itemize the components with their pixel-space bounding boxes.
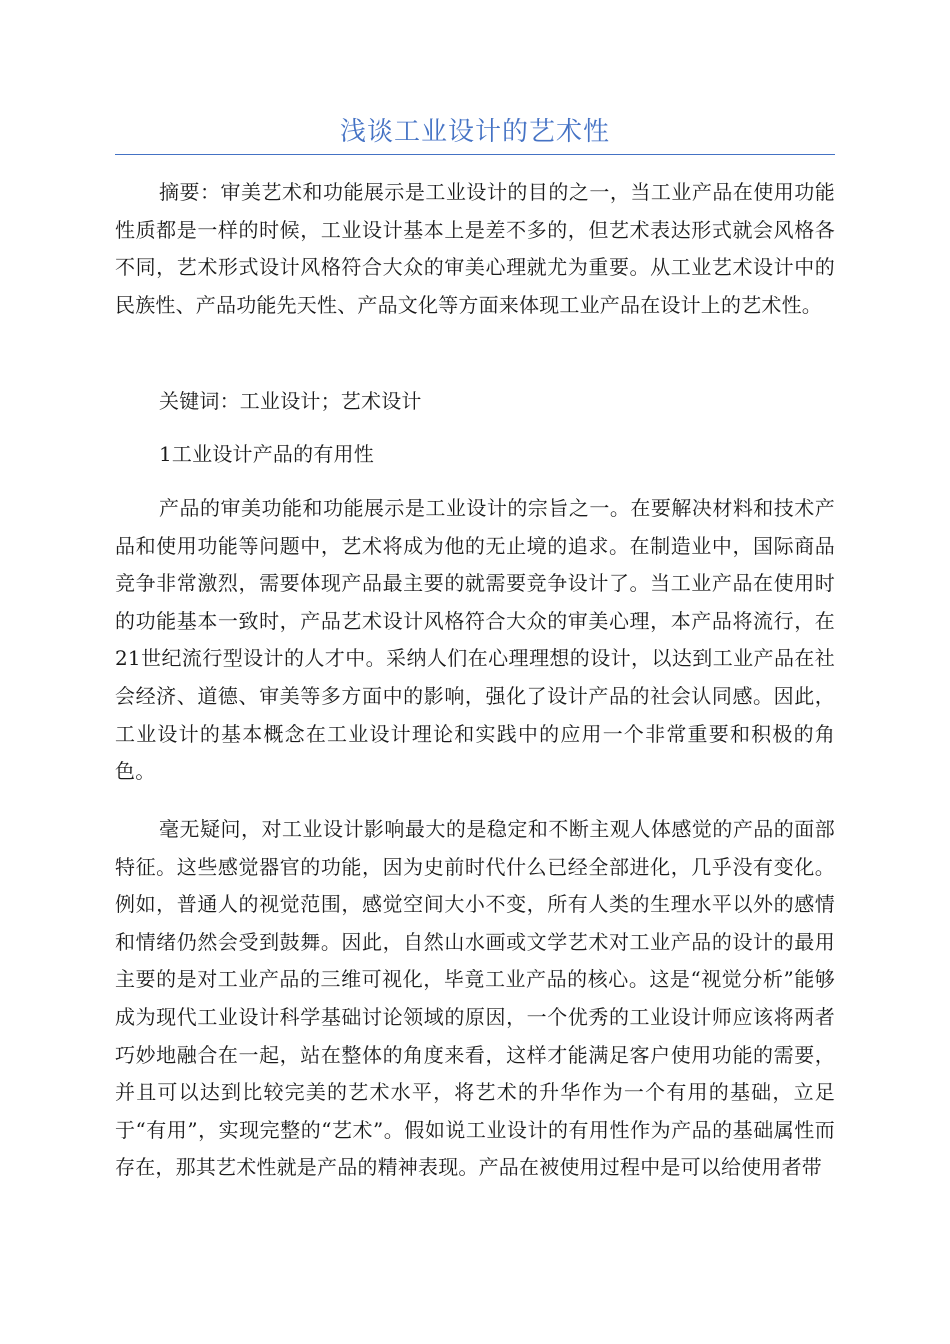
abstract-paragraph: 摘要：审美艺术和功能展示是工业设计的目的之一，当工业产品在使用功能性质都是一样的时候，工业设计基本上是差不多的，但艺术表达形式就会风格各不同，艺术形式设计风格符合大众的审美心理就尤为重要。从工业艺术设计中的民族性、产品功能先天性、产品文化等方面来体现工业产品在设计上的艺术性。 <box>115 180 835 317</box>
document-title: 浅谈工业设计的艺术性 <box>339 117 610 147</box>
body-paragraph-1: 产品的审美功能和功能展示是工业设计的宗旨之一。在要解决材料和技术产品和使用功能等问题中，艺术将成为他的无止境的追求。在制造业中，国际商品竞争非常激烈，需要体现产品最主要的就需要竞争设计了。当工业产品在使用时的功能基本一致时，产品艺术设计风格符合大众的审美心理，本产品将流行，在21世纪流行型设计的人才中。采纳人们在心理理想的设计，以达到工业产品在社会经济、道德、审美等多方面中的影响，强化了设计产品的社会认同感。因此，工业设计的基本概念在工业设计理论和实践中的应用一个非常重要和积极的角色。 <box>115 496 835 784</box>
body-paragraph-2: 毫无疑问，对工业设计影响最大的是稳定和不断主观人体感觉的产品的面部特征。这些感觉器官的功能，因为史前时代什么已经全部进化，几乎没有变化。例如，普通人的视觉范围，感觉空间大小不变，所有人类的生理水平以外的感情和情绪仍然会受到鼓舞。因此，自然山水画或文学艺术对工业产品的设计的最用主要的是对工业产品的三维可视化，毕竟工业产品的核心。这是“视觉分析”能够成为现代工业设计科学基础讨论领域的原因，一个优秀的工业设计师应该将两者巧妙地融合在一起，站在整体的角度来看，这样才能满足客户使用功能的需要，并且可以达到比较完美的艺术水平，将艺术的升华作为一个有用的基础，立足于“有用”，实现完整的“艺术”。假如说工业设计的有用性作为产品的基础属性而存在，那其艺术性就是产品的精神表现。产品在被使用过程中是可以给使用者带 <box>115 817 835 1180</box>
section-heading: 1工业设计产品的有用性 <box>159 442 374 466</box>
keywords-line: 关键词：工业设计；艺术设计 <box>159 389 422 413</box>
title-underline <box>115 154 835 155</box>
